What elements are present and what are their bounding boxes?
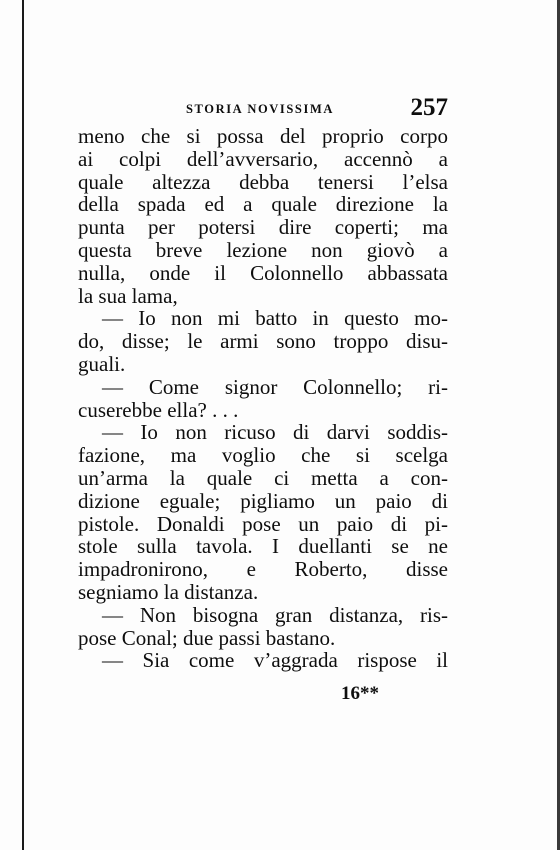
text-line: della spada ed a quale direzione la [78, 192, 448, 217]
text-line: ai colpi dell’avversario, accennò a [78, 146, 448, 171]
text-line: segniamo la distanza. [78, 579, 259, 604]
text-line: questa breve lezione non giovò a [78, 237, 448, 262]
text-line: fazione, ma voglio che si scelga [78, 443, 448, 468]
text-line: punta per potersi dire coperti; ma [78, 215, 448, 240]
text-line: cuserebbe ella? . . . [78, 397, 239, 422]
text-line: stole sulla tavola. I duellanti se ne [78, 534, 448, 559]
text-line: — Io non ricuso di darvi soddis- [102, 420, 448, 445]
body-text [78, 125, 448, 672]
text-line: — Come signor Colonnello; ri- [102, 374, 448, 399]
page-header [186, 94, 448, 126]
text-line: — Non bisogna gran distanza, ris- [102, 602, 448, 627]
page-gutter-edge [22, 0, 24, 850]
text-line: un’arma la quale ci metta a con- [78, 465, 448, 490]
text-line: — Io non mi batto in questo mo- [102, 306, 448, 331]
text-line: dizione eguale; pigliamo un paio di [78, 488, 448, 513]
signature-mark: 16** [341, 683, 379, 704]
text-line: impadronirono, e Roberto, disse [78, 557, 448, 582]
text-line: pistole. Donaldi pose un paio di pi- [78, 511, 448, 536]
text-line: do, disse; le armi sono troppo disu- [78, 329, 448, 354]
text-line: quale altezza debba tenersi l’elsa [78, 169, 448, 194]
text-line: la sua lama, [78, 283, 178, 308]
text-line: nulla, onde il Colonnello abbassata [78, 260, 448, 285]
text-line: pose Conal; due passi bastano. [78, 625, 336, 650]
text-line: guali. [78, 351, 126, 376]
text-line: meno che si possa del proprio corpo [78, 124, 448, 148]
running-head: STORIA NOVISSIMA [186, 102, 334, 116]
page-number: 257 [410, 94, 448, 121]
text-line: — Sia come v’aggrada rispose il [102, 648, 448, 673]
